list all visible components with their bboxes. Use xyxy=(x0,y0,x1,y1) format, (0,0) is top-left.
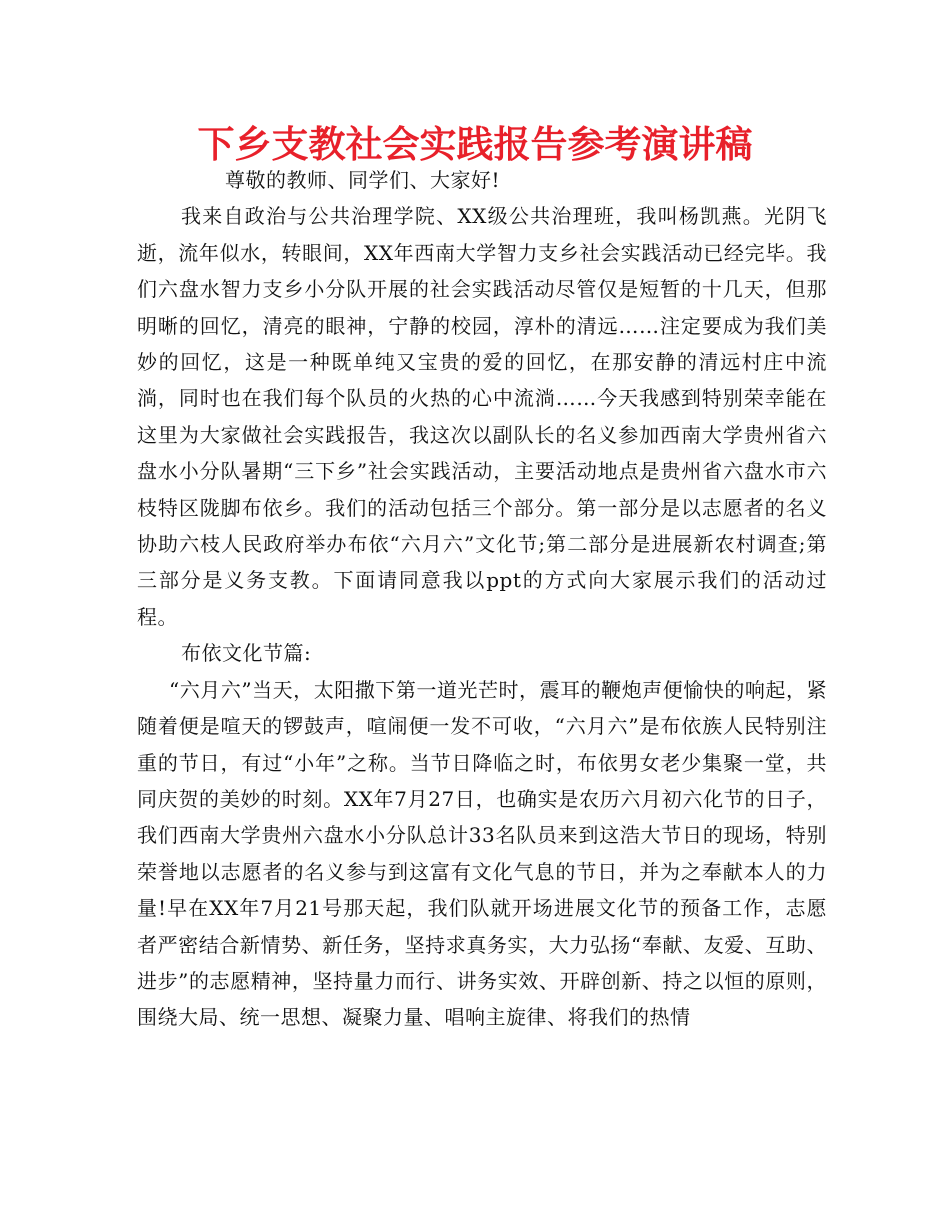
document-body xyxy=(137,162,827,1036)
paragraph-intro: 我来自政治与公共治理学院、XX级公共治理班，我叫杨凯燕。光阴飞逝，流年似水，转眼间，XX年西南大学智力支乡社会实践活动已经完毕。我们六盘水智力支乡小分队开展的社会实践活动尽管仅是短暂的十几天，但那明晰的回忆，清亮的眼神，宁静的校园，淳朴的清远……注定要成为我们美妙的回忆，这是一种既单纯又宝贵的爱的回忆，在那安静的清远村庄中流淌，同时也在我们每个队员的火热的心中流淌……今天我感到特别荣幸能在这里为大家做社会实践报告，我这次以副队长的名义参加西南大学贵州省六盘水小分队暑期“三下乡”社会实践活动，主要活动地点是贵州省六盘水市六枝特区陇脚布依乡。我们的活动包括三个部分。第一部分是以志愿者的名义协助六枝人民政府举办布依“六月六”文化节;第二部分是进展新农村调查;第三部分是义务支教。下面请同意我以ppt的方式向大家展示我们的活动过程。 xyxy=(137,204,827,629)
section-heading-culture-festival: 布依文化节篇: xyxy=(181,641,312,666)
greeting-line: 尊敬的教师、同学们、大家好! xyxy=(225,168,501,192)
paragraph-festival: “六月六”当天，太阳撒下第一道光芒时，震耳的鞭炮声便愉快的响起，紧随着便是喧天的锣鼓声，喧闹便一发不可收，“六月六”是布依族人民特别注重的节日，有过“小年”之称。当节日降临之时，布依男女老少集聚一堂，共同庆贺的美妙的时刻。XX年7月27日，也确实是农历六月初六化节的日子，我们西南大学贵州六盘水小分队总计33名队员来到这浩大节日的现场，特别荣誉地以志愿者的名义参与到这富有文化气息的节日，并为之奉献本人的力量!早在XX年7月21号那天起，我们队就开场进展文化节的预备工作，志愿者严密结合新情势、新任务，坚持求真务实，大力弘扬“奉献、友爱、互助、进步”的志愿精神，坚持量力而行、讲务实效、开辟创新、持之以恒的原则，围绕大局、统一思想、凝聚力量、唱响主旋律、将我们的热情 xyxy=(137,677,827,1030)
document-title: 下乡支教社会实践报告参考演讲稿 xyxy=(197,123,753,166)
